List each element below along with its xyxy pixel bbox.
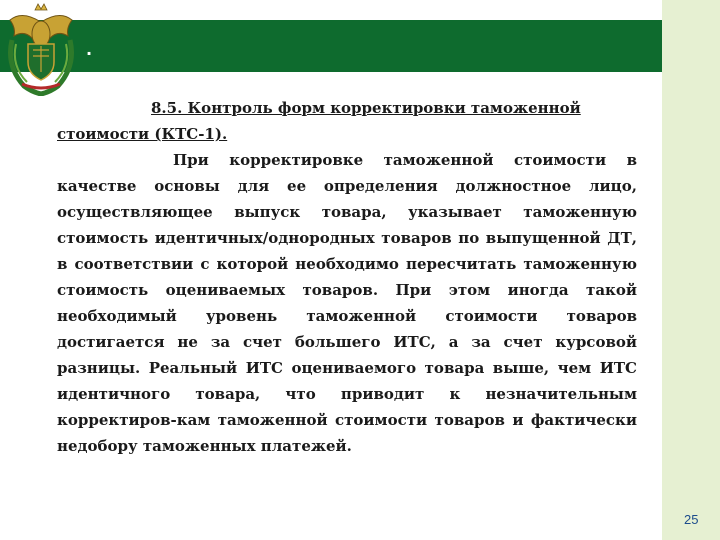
page-number: 25 [684, 512, 699, 527]
body-text: При корректировке таможенной стоимости в качестве основы для ее определения должностное лицо, осуществляющее выпуск товара, указывает таможенную стоимость идентичных/однородных товаров по выпущенной ДТ, в соответствии с которой необходимо пересчитать таможенную стоимость оцениваемых товаров. При этом иногда такой необходимый уровень таможенной стоимости товаров достигается не за счет большего ИТС, а за счет курсовой разницы. Реальный ИТС оцениваемого товара выше, чем ИТС идентичного товара, что приводит к незначительным корректиров-кам таможенной стоимости товаров и фактически недобору таможенных платежей. [57, 151, 637, 455]
header-marker: . [86, 40, 93, 59]
slide-content [57, 95, 637, 459]
customs-emblem-icon [2, 0, 80, 96]
section-heading: 8.5. Контроль форм корректировки таможенной стоимости (КТС-1). [57, 99, 581, 143]
side-strip [662, 0, 720, 540]
header-band [0, 20, 662, 72]
